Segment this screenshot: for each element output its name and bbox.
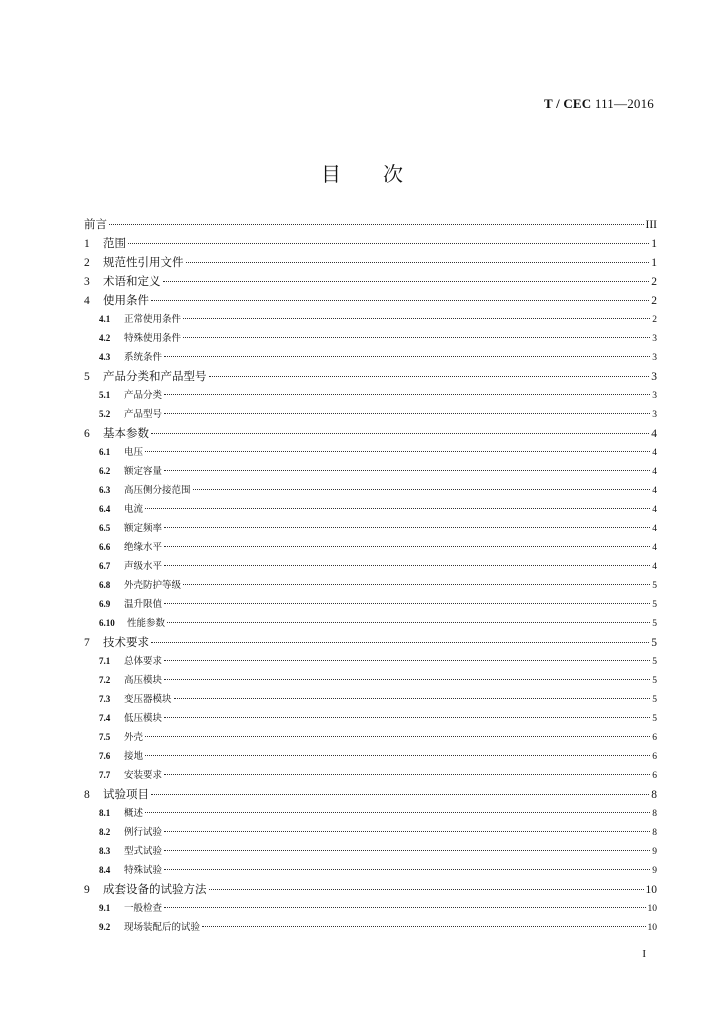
toc-entry-page: 5 (652, 581, 657, 591)
toc-entry-label: 低压模块 (124, 713, 163, 724)
toc-dot-leader (151, 794, 649, 795)
toc-entry[interactable] (84, 482, 657, 501)
toc-entry-page: 3 (652, 353, 657, 363)
toc-dot-leader (186, 262, 650, 263)
toc-entry-label: 额定容量 (124, 466, 163, 477)
toc-dot-leader (164, 603, 650, 604)
toc-entry[interactable] (84, 786, 657, 805)
toc-entry[interactable] (84, 273, 657, 292)
toc-entry[interactable] (84, 805, 657, 824)
toc-entry[interactable] (84, 406, 657, 425)
toc-entry-label: 范围 (103, 236, 126, 250)
toc-dot-leader (145, 736, 650, 737)
toc-entry[interactable] (84, 634, 657, 653)
toc-entry[interactable] (84, 216, 657, 235)
toc-dot-leader (209, 376, 650, 377)
toc-entry-label: 术语和定义 (103, 274, 161, 288)
toc-dot-leader (209, 889, 644, 890)
toc-entry-label: 成套设备的试验方法 (103, 882, 207, 896)
toc-entry-number: 7.5 (99, 732, 111, 742)
toc-entry-number: 4.1 (99, 314, 111, 324)
toc-entry[interactable] (84, 729, 657, 748)
toc-dot-leader (164, 717, 650, 718)
toc-entry-number: 5.2 (99, 409, 111, 419)
toc-entry[interactable] (84, 425, 657, 444)
toc-dot-leader (151, 642, 649, 643)
toc-entry-label: 高压侧分接范围 (124, 485, 191, 496)
toc-entry-page: 10 (647, 904, 657, 914)
toc-entry-number: 3 (84, 276, 90, 288)
toc-dot-leader (151, 300, 649, 301)
toc-dot-leader (164, 831, 650, 832)
toc-entry-label: 外壳防护等级 (124, 580, 182, 591)
toc-entry-page: 8 (652, 828, 657, 838)
toc-entry-label: 例行试验 (124, 827, 163, 838)
toc-entry-page: III (645, 219, 657, 231)
toc-entry-page: 10 (647, 923, 657, 933)
toc-entry[interactable] (84, 292, 657, 311)
toc-entry-page: 6 (652, 752, 657, 762)
toc-entry[interactable] (84, 254, 657, 273)
toc-entry-page: 4 (652, 448, 657, 458)
toc-dot-leader (164, 356, 650, 357)
toc-entry-label: 高压模块 (124, 675, 163, 686)
toc-entry-label: 型式试验 (124, 846, 163, 857)
toc-entry-page: 2 (652, 315, 657, 325)
toc-entry[interactable] (84, 767, 657, 786)
toc-dot-leader (167, 622, 650, 623)
toc-entry-number: 6.8 (99, 580, 111, 590)
toc-entry-number: 4.2 (99, 333, 111, 343)
toc-dot-leader (145, 451, 650, 452)
toc-entry[interactable] (84, 368, 657, 387)
toc-entry-page: 4 (651, 428, 657, 440)
toc-entry-number: 7.7 (99, 770, 111, 780)
toc-entry-number: 5 (84, 371, 90, 383)
toc-entry-number: 7.1 (99, 656, 111, 666)
toc-entry-label: 温升限值 (124, 599, 163, 610)
toc-title-char-2: 次 (383, 162, 403, 186)
toc-dot-leader (183, 318, 650, 319)
toc-dot-leader (151, 433, 649, 434)
toc-dot-leader (164, 470, 650, 471)
toc-entry-number: 6.1 (99, 447, 111, 457)
toc-entry-label: 产品分类 (124, 390, 163, 401)
toc-entry-label: 总体要求 (124, 656, 163, 667)
toc-entry-page: 8 (651, 789, 657, 801)
toc-entry[interactable] (84, 501, 657, 520)
toc-entry-page: 5 (652, 600, 657, 610)
toc-dot-leader (163, 281, 650, 282)
toc-entry-number: 5.1 (99, 390, 111, 400)
toc-entry-number: 8.3 (99, 846, 111, 856)
toc-entry[interactable] (84, 748, 657, 767)
table-of-contents (84, 216, 657, 938)
toc-dot-leader (164, 660, 650, 661)
toc-entry-label: 现场装配后的试验 (124, 922, 201, 933)
toc-entry-label: 使用条件 (103, 293, 149, 307)
toc-dot-leader (164, 394, 650, 395)
toc-entry-label: 前言 (84, 217, 107, 231)
toc-entry-number: 6.3 (99, 485, 111, 495)
toc-entry-label: 概述 (124, 808, 144, 819)
toc-dot-leader (164, 527, 650, 528)
toc-entry[interactable] (84, 349, 657, 368)
toc-entry-label: 安装要求 (124, 770, 163, 781)
toc-entry-label: 试验项目 (103, 787, 149, 801)
toc-entry[interactable] (84, 444, 657, 463)
toc-entry-number: 7 (84, 637, 90, 649)
toc-entry-page: 4 (652, 543, 657, 553)
toc-entry-number: 8.4 (99, 865, 111, 875)
toc-entry-page: 5 (652, 676, 657, 686)
toc-dot-leader (128, 243, 649, 244)
toc-entry-label: 接地 (124, 751, 144, 762)
toc-entry[interactable] (84, 463, 657, 482)
toc-entry-label: 一般检查 (124, 903, 163, 914)
toc-title (0, 158, 724, 187)
toc-entry-number: 8.2 (99, 827, 111, 837)
toc-entry-number: 4 (84, 295, 90, 307)
toc-entry[interactable] (84, 615, 657, 634)
toc-entry[interactable] (84, 919, 657, 938)
toc-entry-label: 技术要求 (103, 635, 149, 649)
toc-entry-page: 2 (651, 295, 657, 307)
toc-entry-label: 声级水平 (124, 561, 163, 572)
toc-dot-leader (164, 850, 650, 851)
toc-title-char-1: 目 (321, 162, 341, 186)
toc-entry-label: 产品型号 (124, 409, 163, 420)
toc-entry-label: 特殊使用条件 (124, 333, 182, 344)
toc-entry-number: 9.2 (99, 922, 111, 932)
toc-entry-number: 8 (84, 789, 90, 801)
toc-entry[interactable] (84, 824, 657, 843)
toc-dot-leader (109, 224, 644, 225)
document-code-number: 111—2016 (594, 96, 654, 111)
toc-entry-number: 7.3 (99, 694, 111, 704)
toc-entry-number: 6.4 (99, 504, 111, 514)
document-code-prefix: T / CEC (544, 96, 592, 111)
toc-dot-leader (164, 679, 650, 680)
toc-entry-page: 2 (651, 276, 657, 288)
toc-entry-label: 变压器模块 (124, 694, 172, 705)
toc-entry[interactable] (84, 881, 657, 900)
toc-dot-leader (164, 907, 645, 908)
toc-entry-page: 3 (652, 410, 657, 420)
toc-dot-leader (164, 546, 650, 547)
toc-entry-page: 5 (652, 657, 657, 667)
toc-entry[interactable] (84, 900, 657, 919)
toc-entry[interactable] (84, 387, 657, 406)
toc-entry-page: 3 (651, 371, 657, 383)
toc-entry-number: 7.6 (99, 751, 111, 761)
toc-entry-number: 6.2 (99, 466, 111, 476)
toc-dot-leader (145, 508, 650, 509)
toc-entry[interactable] (84, 843, 657, 862)
toc-entry-page: 8 (652, 809, 657, 819)
toc-entry-label: 产品分类和产品型号 (103, 369, 207, 383)
toc-entry[interactable] (84, 577, 657, 596)
toc-entry-number: 6.9 (99, 599, 111, 609)
toc-entry-number: 6 (84, 428, 90, 440)
toc-entry-page: 5 (651, 637, 657, 649)
toc-entry[interactable] (84, 862, 657, 881)
toc-dot-leader (164, 774, 650, 775)
toc-entry[interactable] (84, 330, 657, 349)
toc-entry[interactable] (84, 539, 657, 558)
toc-entry[interactable] (84, 235, 657, 254)
toc-dot-leader (164, 565, 650, 566)
toc-entry-page: 9 (652, 866, 657, 876)
toc-dot-leader (193, 489, 651, 490)
toc-dot-leader (183, 337, 650, 338)
toc-entry-number: 4.3 (99, 352, 111, 362)
toc-dot-leader (164, 869, 650, 870)
toc-entry-number: 1 (84, 238, 90, 250)
toc-entry-page: 10 (645, 884, 657, 896)
toc-entry-page: 4 (652, 486, 657, 496)
toc-entry-label: 绝缘水平 (124, 542, 163, 553)
toc-entry[interactable] (84, 653, 657, 672)
toc-entry-number: 2 (84, 257, 90, 269)
toc-entry-number: 6.5 (99, 523, 111, 533)
toc-entry-page: 4 (652, 505, 657, 515)
toc-entry-number: 9 (84, 884, 90, 896)
toc-entry[interactable] (84, 558, 657, 577)
toc-dot-leader (145, 755, 650, 756)
toc-dot-leader (202, 926, 645, 927)
toc-entry-label: 系统条件 (124, 352, 163, 363)
toc-dot-leader (174, 698, 651, 699)
toc-entry[interactable] (84, 311, 657, 330)
toc-entry-number: 8.1 (99, 808, 111, 818)
toc-entry-number: 9.1 (99, 903, 111, 913)
toc-entry-page: 9 (652, 847, 657, 857)
toc-entry-page: 5 (652, 619, 657, 629)
toc-dot-leader (183, 584, 650, 585)
toc-entry[interactable] (84, 596, 657, 615)
toc-entry-label: 外壳 (124, 732, 144, 743)
toc-entry[interactable] (84, 672, 657, 691)
toc-entry-label: 基本参数 (103, 426, 149, 440)
toc-entry-label: 电压 (124, 447, 144, 458)
toc-entry[interactable] (84, 520, 657, 539)
toc-entry-label: 性能参数 (127, 618, 166, 629)
toc-entry-label: 额定频率 (124, 523, 163, 534)
toc-entry-page: 3 (652, 334, 657, 344)
toc-entry-page: 6 (652, 733, 657, 743)
toc-entry-page: 4 (652, 524, 657, 534)
toc-entry-page: 4 (652, 562, 657, 572)
toc-entry-page: 6 (652, 771, 657, 781)
toc-entry-number: 6.10 (99, 618, 115, 628)
toc-entry-page: 5 (652, 695, 657, 705)
toc-dot-leader (164, 413, 650, 414)
toc-entry-label: 正常使用条件 (124, 314, 182, 325)
toc-entry-page: 3 (652, 391, 657, 401)
footer-page-number: I (642, 948, 646, 960)
document-code (544, 96, 654, 112)
toc-entry-page: 5 (652, 714, 657, 724)
toc-entry-page: 1 (651, 238, 657, 250)
toc-entry-number: 7.2 (99, 675, 111, 685)
toc-entry-page: 1 (651, 257, 657, 269)
toc-entry[interactable] (84, 710, 657, 729)
toc-entry-number: 6.6 (99, 542, 111, 552)
toc-entry-label: 规范性引用文件 (103, 255, 184, 269)
toc-entry-label: 特殊试验 (124, 865, 163, 876)
toc-entry[interactable] (84, 691, 657, 710)
toc-entry-number: 6.7 (99, 561, 111, 571)
toc-entry-label: 电流 (124, 504, 144, 515)
toc-entry-page: 4 (652, 467, 657, 477)
toc-entry-number: 7.4 (99, 713, 111, 723)
toc-dot-leader (145, 812, 650, 813)
